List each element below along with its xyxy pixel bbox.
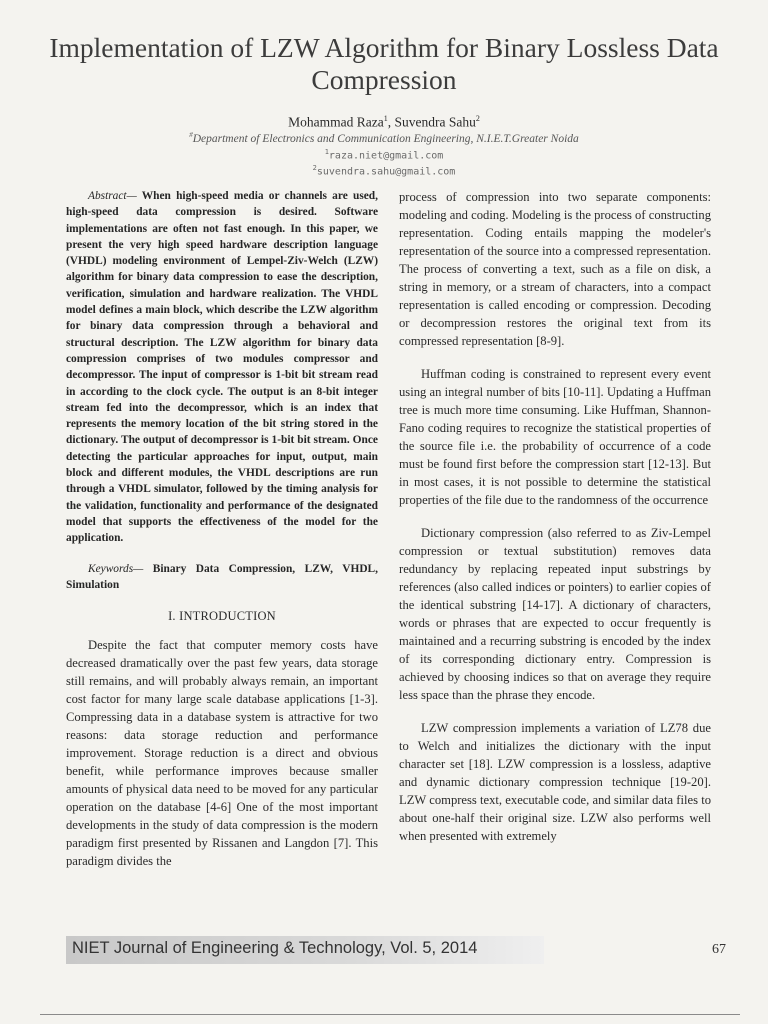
email-line bbox=[0, 148, 768, 161]
left-column bbox=[66, 188, 378, 885]
abstract bbox=[66, 188, 378, 547]
email-address: suvendra.sahu@gmail.com bbox=[316, 166, 456, 178]
email-address: raza.niet@gmail.com bbox=[328, 150, 444, 162]
author-superscript: 2 bbox=[475, 114, 480, 123]
keywords-text: Binary Data Compression, LZW, VHDL, Simulation bbox=[66, 562, 378, 591]
author-line bbox=[0, 114, 768, 131]
keywords bbox=[66, 561, 378, 594]
affiliation-text: Department of Electronics and Communication Engineering, N.I.E.T.Greater Noida bbox=[192, 132, 579, 145]
author-name: Suvendra Sahu bbox=[394, 114, 476, 130]
bottom-rule bbox=[40, 1014, 740, 1015]
email-superscript: 2 bbox=[312, 164, 317, 172]
paragraph: Despite the fact that computer memory costs have decreased dramatically over the past few years, data storage still remains, and will probably always remain, an important cost factor for many large scale database applications [1-3]. Compressing data in a database system is attractive for two reasons: data storage reduction and performance improvement. Storage reduction is a direct and obvious benefit, while performance improves because smaller amounts of physical data need to be moved for any particular operation on the database [4-6] One of the most important developments in the study of data compression is the modern paradigm first presented by Rissanen and Langdon [7]. This paradigm divides the bbox=[66, 638, 378, 869]
affiliation bbox=[0, 131, 768, 145]
keywords-label: Keywords— bbox=[88, 562, 144, 575]
paragraph: Dictionary compression (also referred to as Ziv-Lempel compression or textual substitution) removes data redundancy by replacing repeated input substrings by references (also called indices or pointers) to earlier copies of the identical substring [14-17]. A dictionary of characters, words or phrases that are expected to occur frequently is maintained and a recurring substring is encoded by the index of its corresponding dictionary entry. Compression is achieved by choosing indices so that on average they require less space than the phrase they encode. bbox=[399, 526, 711, 702]
paragraph: LZW compression implements a variation of LZ78 due to Welch and initializes the dictionary with the input character set [18]. LZW compression is a lossless, adaptive and dynamic dictionary compression technique [19-20]. LZW compress text, executable code, and similar data files to about one-half their original size. LZW also performs well when presented with extremely bbox=[399, 721, 711, 843]
right-column bbox=[399, 188, 711, 860]
section-heading-introduction: I. INTRODUCTION bbox=[168, 609, 276, 624]
paragraph: process of compression into two separate components: modeling and coding. Modeling is the process of constructing representation. Coding entails mapping the modeler's representation of the source into a compressed representation. The process of converting a text, such as a file on disk, a string in memory, or a stream of characters, into a compact representation is called encoding or compression. Decoding or decompression restores the original text from its compressed representation [8-9]. bbox=[399, 190, 711, 348]
paper-title: Implementation of LZW Algorithm for Binary Lossless Data Compression bbox=[49, 32, 719, 95]
author-name: Mohammad Raza bbox=[288, 114, 384, 130]
abstract-label: Abstract— bbox=[88, 190, 137, 202]
affiliation-superscript: # bbox=[189, 131, 193, 139]
paragraph: Huffman coding is constrained to represent every event using an integral number of bits [10-11]. Updating a Huffman tree is much more time consuming. Like Huffman, Shannon-Fano coding requires to recognize the statistical properties of the source file i.e. the probability of occurrence of a code must be found first before the compression start [12-13]. But in most cases, it is not possible to determine the statistical properties of the file due to the randomness of the occurrence bbox=[399, 367, 711, 507]
author-superscript: 1 bbox=[383, 114, 388, 123]
email-superscript: 1 bbox=[324, 148, 329, 156]
author-separator: , bbox=[387, 114, 395, 130]
page-number: 67 bbox=[712, 942, 726, 957]
email-line bbox=[0, 164, 768, 177]
journal-footer: NIET Journal of Engineering & Technology, Vol. 5, 2014 bbox=[72, 939, 478, 957]
abstract-text: When high-speed media or channels are used, high-speed data compression is desired. Software implementations are often not fast enough. In this paper, we present the very high speed hardware description language (VHDL) modeling environment of Lempel-Ziv-Welch (LZW) algorithm for binary data compression to ease the description, verification, simulation and hardware realization. The VHDL model defines a main block, which describe the LZW algorithm for binary data compression through a behavioral and structural description. The LZW algorithm for binary data compression comprises of two modules compressor and decompressor. The input of compressor is 1-bit bit stream read in according to the clock cycle. The output is an 8-bit integer stream fed into the decompressor, which is an index that represents the memory location of the bit string stored in the dictionary. The output of decompressor is 1-bit bit stream. Once detecting the particular approaches for input, output, main block and different modules, the VHDL descriptions are run through a VHDL simulator, followed by the timing analysis for the validation, functionality and performance of the designated model that supports the effectiveness of the model for the application. bbox=[66, 190, 378, 545]
